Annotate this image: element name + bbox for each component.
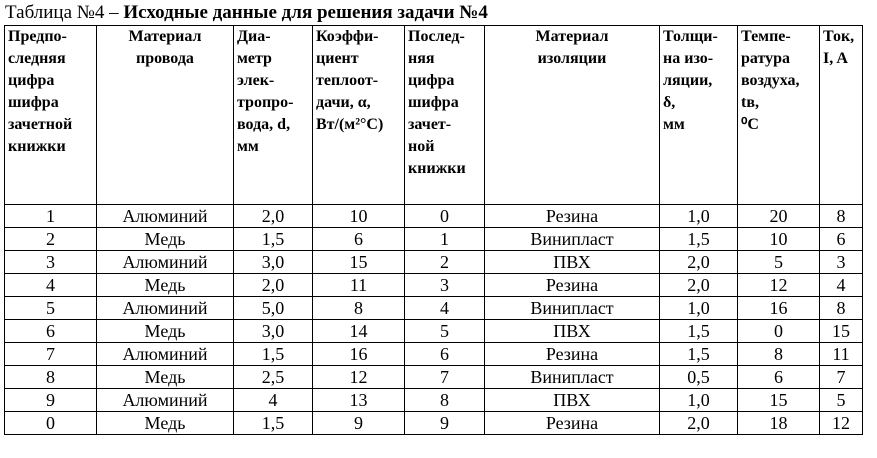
header-line: на изо- [663,50,714,67]
table-row [5,343,863,366]
header-line: Предпо- [8,28,67,45]
header-line: мм [663,116,685,133]
header-row [5,26,863,205]
header-line: I, A [823,50,848,67]
table-cell: Резина [485,412,660,435]
header-cell [405,26,485,205]
table-cell: Винипласт [485,366,660,389]
table-cell: 8 [738,343,820,366]
table-cell: 11 [820,343,863,366]
header-cell [738,26,820,205]
header-line: ратура [741,50,791,67]
table-cell: Медь [97,320,234,343]
table-cell: 15 [313,251,405,274]
header-line: зачетной [8,116,73,133]
table-cell: Винипласт [485,228,660,251]
header-line: изоляции [537,50,607,67]
table-body [5,205,863,435]
table-cell: 0,5 [660,366,738,389]
table-cell: 6 [405,343,485,366]
table-cell: 2,5 [234,366,313,389]
table-cell: 8 [820,205,863,228]
table-row [5,205,863,228]
header-line: Послед- [408,28,465,45]
table-row [5,320,863,343]
header-line: воздуха, [741,72,800,89]
table-cell: 16 [313,343,405,366]
header-cell [313,26,405,205]
table-cell: 2,0 [234,205,313,228]
table-row [5,228,863,251]
header-line: мм [237,138,259,155]
header-line: следняя [8,50,66,67]
table-cell: 4 [5,274,97,297]
table-cell: Медь [97,366,234,389]
table-cell: Медь [97,274,234,297]
table-cell: Алюминий [97,251,234,274]
header-line: шифра [8,94,59,111]
table-cell: 10 [738,228,820,251]
table-cell: 8 [5,366,97,389]
table-cell: 7 [405,366,485,389]
header-line: Коэффи- [316,28,379,45]
table-cell: 4 [405,297,485,320]
table-cell: 5 [738,251,820,274]
table-cell: Винипласт [485,297,660,320]
header-line: δ, [663,94,676,111]
table-cell: 15 [820,320,863,343]
header-line: Ток, [823,28,855,45]
table-cell: 3,0 [234,251,313,274]
table-cell: 6 [313,228,405,251]
header-line: цифра [8,72,55,89]
header-line: Материал [128,28,202,45]
header-line: провода [136,50,194,67]
table-cell: 0 [405,205,485,228]
table-cell: 9 [313,412,405,435]
table-cell: 1 [5,205,97,228]
header-line: ляции, [663,72,713,89]
header-cell [97,26,234,205]
table-cell: 12 [820,412,863,435]
header-line: ⁰С [741,116,759,133]
table-cell: ПВХ [485,389,660,412]
table-row [5,297,863,320]
table-cell: 1,5 [660,320,738,343]
table-cell: Алюминий [97,343,234,366]
table-cell: 5 [5,297,97,320]
header-line: книжки [408,160,466,177]
caption-prefix: Таблица №4 – [5,2,124,23]
header-cell [660,26,738,205]
table-cell: 1,5 [234,412,313,435]
table-cell: 5 [820,389,863,412]
table-cell: 1 [405,228,485,251]
table-cell: 6 [5,320,97,343]
table-cell: 7 [5,343,97,366]
table-row [5,366,863,389]
table-cell: 5 [405,320,485,343]
table-cell: 16 [738,297,820,320]
table-cell: 14 [313,320,405,343]
header-line: теплоот- [316,72,379,89]
table-cell: 1,5 [660,228,738,251]
table-cell: Алюминий [97,389,234,412]
table-cell: 18 [738,412,820,435]
header-line: Темпе- [741,28,791,45]
header-cell [820,26,863,205]
table-cell: 0 [738,320,820,343]
table-cell: Резина [485,205,660,228]
header-line: tв, [741,94,759,111]
table-cell: 3 [5,251,97,274]
table-cell: 5,0 [234,297,313,320]
table-cell: 1,5 [660,343,738,366]
header-cell [234,26,313,205]
table-cell: 12 [313,366,405,389]
source-data-table [4,25,863,435]
table-cell: 12 [738,274,820,297]
table-cell: 2 [405,251,485,274]
table-cell: 2,0 [234,274,313,297]
table-cell: 4 [820,274,863,297]
table-cell: 1,5 [234,343,313,366]
table-cell: 6 [738,366,820,389]
table-cell: Резина [485,343,660,366]
table-cell: Резина [485,274,660,297]
table-cell: 2,0 [660,274,738,297]
table-cell: 3,0 [234,320,313,343]
table-cell: 7 [820,366,863,389]
table-cell: 2,0 [660,251,738,274]
header-line: дачи, α, [316,94,371,111]
table-cell: Алюминий [97,205,234,228]
table-cell: 1,0 [660,389,738,412]
header-line: метр [237,50,272,67]
header-line: няя [408,50,435,67]
table-cell: 9 [405,412,485,435]
table-cell: 3 [820,251,863,274]
header-line: книжки [8,138,66,155]
table-cell: 8 [313,297,405,320]
table-cell: 13 [313,389,405,412]
table-cell: 2,0 [660,412,738,435]
header-line: тропро- [237,94,294,111]
header-cell [485,26,660,205]
table-cell: 11 [313,274,405,297]
header-line: ной [408,138,435,155]
table-cell: 2 [5,228,97,251]
table-cell: Алюминий [97,297,234,320]
table-cell: 1,0 [660,297,738,320]
table-cell: 6 [820,228,863,251]
header-line: шифра [408,94,459,111]
header-line: зачет- [408,116,452,133]
header-line: циент [316,50,359,67]
table-cell: 9 [5,389,97,412]
table-cell: Медь [97,412,234,435]
table-cell: Медь [97,228,234,251]
header-line: вода, d, [237,116,291,133]
header-line: Толщи- [663,28,718,45]
table-caption [5,2,488,24]
caption-title: Исходные данные для решения задачи №4 [123,2,488,23]
table-cell: 1,0 [660,205,738,228]
header-line: цифра [408,72,455,89]
table-cell: 15 [738,389,820,412]
table-cell: 8 [405,389,485,412]
table-row [5,412,863,435]
table-cell: ПВХ [485,320,660,343]
header-line: Диа- [237,28,271,45]
header-cell [5,26,97,205]
header-line: элек- [237,72,275,89]
table-row [5,389,863,412]
table-cell: 1,5 [234,228,313,251]
table-cell: 10 [313,205,405,228]
table-cell: 3 [405,274,485,297]
table-cell: ПВХ [485,251,660,274]
table-cell: 4 [234,389,313,412]
table-row [5,274,863,297]
table-cell: 0 [5,412,97,435]
header-line: Вт/(м²°С) [316,116,384,133]
table-cell: 8 [820,297,863,320]
header-line: Материал [535,28,609,45]
table-cell: 20 [738,205,820,228]
table-row [5,251,863,274]
